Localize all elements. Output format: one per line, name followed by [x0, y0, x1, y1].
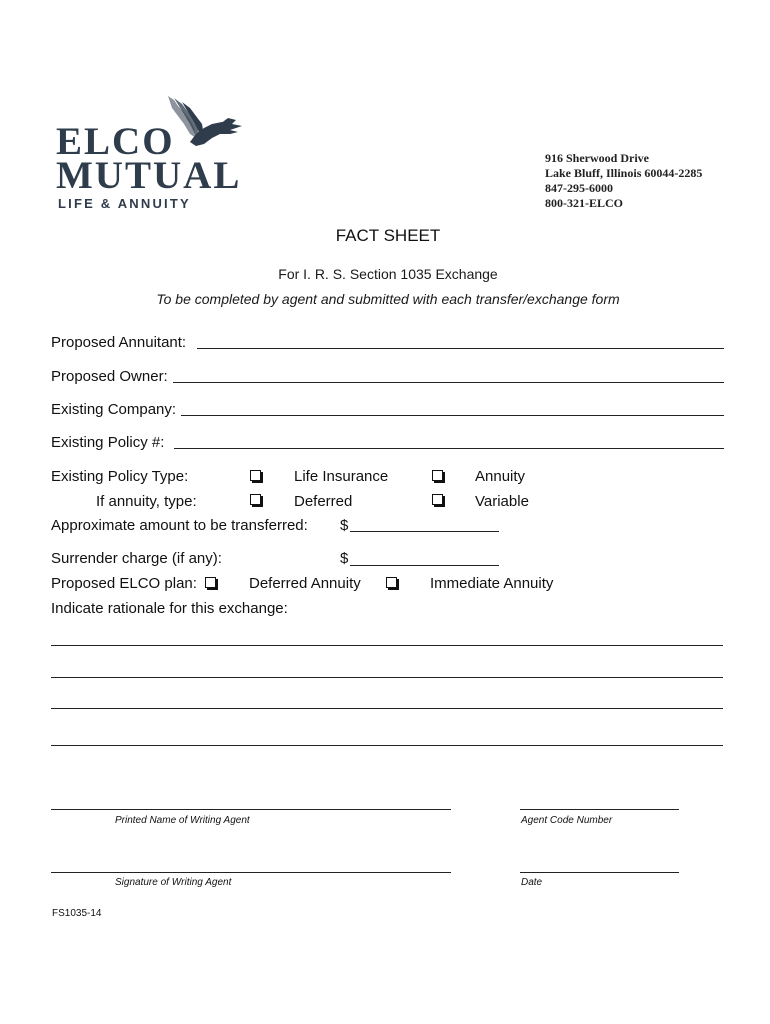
- proposed-owner-label: Proposed Owner:: [51, 368, 168, 385]
- proposed-annuitant-field[interactable]: [197, 348, 724, 349]
- signature-caption: Signature of Writing Agent: [115, 877, 232, 888]
- agent-code-caption: Agent Code Number: [521, 815, 613, 826]
- surrender-charge-dollar: $: [340, 550, 349, 567]
- immediate-annuity-label: Immediate Annuity: [430, 575, 554, 592]
- existing-policy-number-field[interactable]: [174, 448, 724, 449]
- page-subtitle: For I. R. S. Section 1035 Exchange: [278, 266, 498, 282]
- proposed-annuitant-label: Proposed Annuitant:: [51, 334, 187, 351]
- printed-name-field[interactable]: [51, 809, 451, 810]
- annuity-checkbox[interactable]: [432, 470, 443, 481]
- form-id: FS1035-14: [52, 908, 102, 919]
- printed-name-caption: Printed Name of Writing Agent: [115, 815, 250, 826]
- existing-policy-number-label: Existing Policy #:: [51, 434, 165, 451]
- logo-line-mutual: MUTUAL: [56, 154, 242, 197]
- deferred-checkbox[interactable]: [250, 494, 261, 505]
- proposed-owner-field[interactable]: [173, 382, 724, 383]
- approximate-amount-dollar: $: [340, 517, 349, 534]
- deferred-annuity-checkbox[interactable]: [205, 577, 216, 588]
- annuity-type-label: If annuity, type:: [96, 493, 197, 510]
- date-caption: Date: [521, 877, 543, 888]
- page-title: FACT SHEET: [335, 226, 441, 245]
- existing-company-label: Existing Company:: [51, 401, 177, 418]
- rationale-line-1[interactable]: [51, 645, 723, 646]
- existing-policy-type-label: Existing Policy Type:: [51, 468, 189, 485]
- annuity-label: Annuity: [475, 468, 526, 485]
- surrender-charge-label: Surrender charge (if any):: [51, 550, 222, 567]
- life-insurance-checkbox[interactable]: [250, 470, 261, 481]
- rationale-line-3[interactable]: [51, 708, 723, 709]
- rationale-line-2[interactable]: [51, 677, 723, 678]
- rationale-label: Indicate rationale for this exchange:: [51, 600, 288, 617]
- agent-code-field[interactable]: [520, 809, 679, 810]
- logo-line-elco: ELCO: [56, 120, 175, 163]
- date-field[interactable]: [520, 872, 679, 873]
- page-instruction: To be completed by agent and submitted with each transfer/exchange form: [156, 291, 620, 307]
- deferred-label: Deferred: [294, 493, 353, 510]
- surrender-charge-field[interactable]: [350, 565, 499, 566]
- variable-label: Variable: [475, 493, 529, 510]
- proposed-plan-label: Proposed ELCO plan:: [51, 575, 197, 592]
- existing-company-field[interactable]: [181, 415, 724, 416]
- signature-field[interactable]: [51, 872, 451, 873]
- company-address: [545, 151, 702, 211]
- variable-checkbox[interactable]: [432, 494, 443, 505]
- deferred-annuity-label: Deferred Annuity: [249, 575, 361, 592]
- approximate-amount-label: Approximate amount to be transferred:: [51, 517, 308, 534]
- logo-tagline: LIFE & ANNUITY: [58, 196, 191, 211]
- life-insurance-label: Life Insurance: [294, 468, 389, 485]
- address-tollfree: 800-321-ELCO: [545, 196, 623, 210]
- approximate-amount-field[interactable]: [350, 531, 499, 532]
- address-street: 916 Sherwood Drive: [545, 151, 649, 165]
- rationale-line-4[interactable]: [51, 745, 723, 746]
- immediate-annuity-checkbox[interactable]: [386, 577, 397, 588]
- company-logo: [56, 94, 256, 214]
- address-city: Lake Bluff, Illinois 60044-2285: [545, 166, 703, 180]
- address-phone: 847-295-6000: [545, 181, 613, 195]
